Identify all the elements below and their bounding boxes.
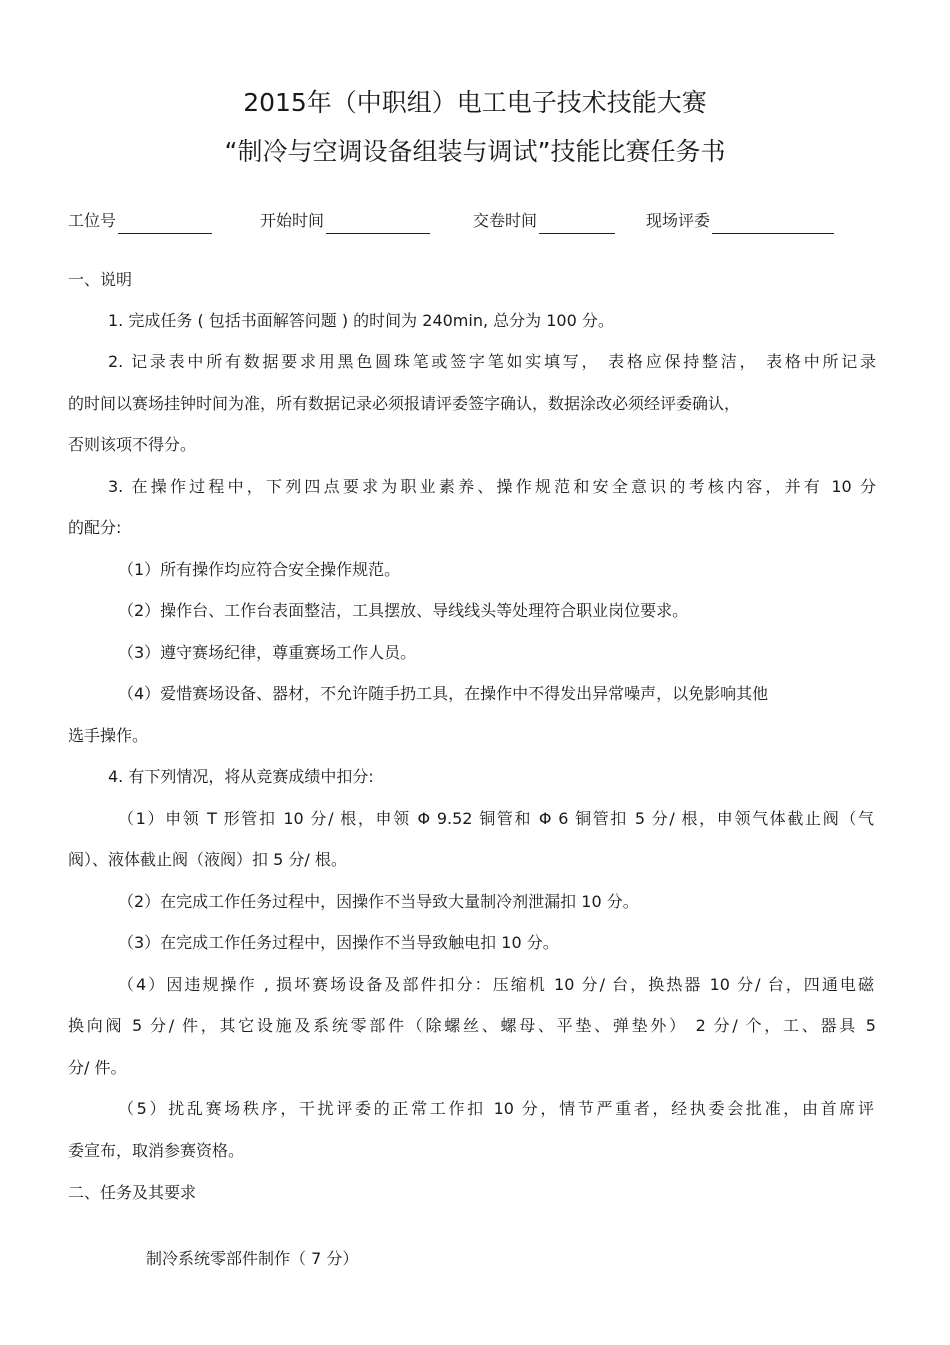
section1-heading: 一、说明 (68, 270, 133, 289)
judge-label: 现场评委 (646, 211, 711, 230)
item4-sub3: （3）在完成工作任务过程中，因操作不当导致触电扣 10 分。 (118, 933, 559, 952)
item1: 1. 完成任务 ( 包括书面解答问题 ) 的时间为 240min, 总分为 100 分。 (108, 311, 614, 330)
start-time-blank (326, 215, 430, 234)
item3-sub4-line1: （4）爱惜赛场设备、器材，不允许随手扔工具，在操作中不得发出异常噪声，以免影响其他 (118, 684, 769, 703)
item2-line3: 否则该项不得分。 (68, 435, 197, 454)
judge-blank (712, 215, 834, 234)
submit-time-blank (539, 215, 615, 234)
station-field (68, 208, 212, 234)
item4-sub4-line3: 分/ 件。 (68, 1058, 127, 1077)
start-time-label: 开始时间 (260, 211, 325, 230)
judge-field (646, 208, 834, 234)
item4-sub1-line1: （1）申领 T 形管扣 10 分/ 根，申领 Φ 9.52 铜管和 Φ 6 铜管扣 5 分/ 根，申领气体截止阀（气 (118, 809, 874, 828)
item3-sub4-line2: 选手操作。 (68, 726, 149, 745)
item3-line1: 3. 在操作过程中，下列四点要求为职业素养、操作规范和安全意识的考核内容，并有 10 分 (108, 477, 876, 496)
item3-sub2: （2）操作台、工作台表面整洁，工具摆放、导线线头等处理符合职业岗位要求。 (118, 601, 689, 620)
start-time-field (260, 208, 430, 234)
item3-sub1: （1）所有操作均应符合安全操作规范。 (118, 560, 401, 579)
item3-line2: 的配分: (68, 518, 122, 537)
item4-sub4-line2: 换向阀 5 分/ 件，其它设施及系统零部件（除螺丝、螺母、平垫、弹垫外） 2 分/ 个，工、器具 5 (68, 1016, 876, 1035)
item4-sub4-line1: （4）因违规操作 , 损坏赛场设备及部件扣分：压缩机 10 分/ 台，换热器 10 分/ 台，四通电磁 (118, 975, 874, 994)
item4-sub5-line1: （5）扰乱赛场秩序，干扰评委的正常工作扣 10 分，情节严重者，经执委会批准，由首席评 (118, 1099, 874, 1118)
section2-heading: 二、任务及其要求 (68, 1183, 197, 1202)
header-fields (68, 208, 868, 234)
station-blank (118, 215, 212, 234)
document-subtitle: “制冷与空调设备组装与调试”技能比赛任务书 (224, 137, 726, 166)
document-title: 2015年（中职组）电工电子技术技能大赛 (243, 88, 707, 117)
submit-time-label: 交卷时间 (473, 211, 538, 230)
section2-sub1: 制冷系统零部件制作（ 7 分） (146, 1249, 359, 1268)
item4-sub1-line2: 阀）、液体截止阀（液阀）扣 5 分/ 根。 (68, 850, 347, 869)
item2-line1: 2. 记录表中所有数据要求用黑色圆珠笔或签字笔如实填写， 表格应保持整洁， 表格中所记录 (108, 352, 876, 371)
item4: 4. 有下列情况，将从竞赛成绩中扣分: (108, 767, 374, 786)
submit-time-field (473, 208, 615, 234)
item4-sub2: （2）在完成工作任务过程中，因操作不当导致大量制冷剂泄漏扣 10 分。 (118, 892, 639, 911)
item2-line2: 的时间以赛场挂钟时间为准，所有数据记录必须报请评委签字确认，数据涂改必须经评委确认， (68, 394, 741, 413)
item4-sub5-line2: 委宣布，取消参赛资格。 (68, 1141, 245, 1160)
station-label: 工位号 (68, 211, 117, 230)
item3-sub3: （3）遵守赛场纪律，尊重赛场工作人员。 (118, 643, 417, 662)
